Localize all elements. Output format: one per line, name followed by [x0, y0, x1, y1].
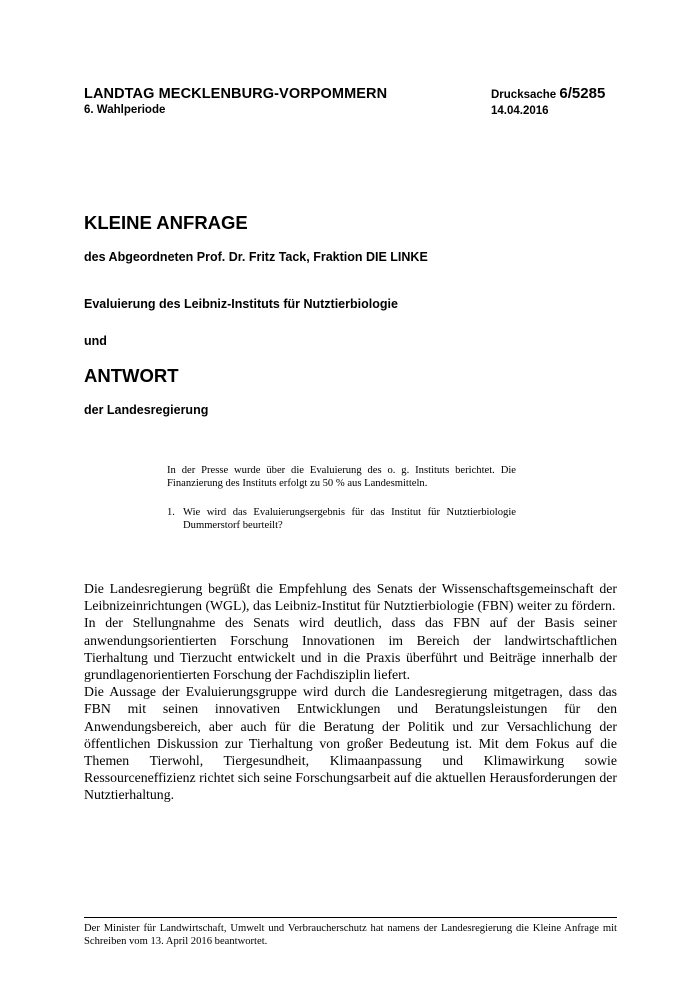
header-right: [491, 86, 605, 118]
footer-note: Der Minister für Landwirtschaft, Umwelt und Verbraucherschutz hat namens der Landesregierung die Kleine Anfrage mit Schreiben vom 13. April 2016 beantwortet.: [84, 923, 617, 948]
header-left: [84, 86, 387, 117]
parliament-name: LANDTAG MECKLENBURG-VORPOMMERN: [84, 86, 388, 102]
document-date: 14.04.2016: [491, 105, 549, 117]
author-line: des Abgeordneten Prof. Dr. Fritz Tack, Fraktion DIE LINKE: [84, 250, 428, 264]
document-number: 6/5285: [559, 85, 606, 102]
respondent-line: der Landesregierung: [84, 403, 209, 417]
electoral-period: 6. Wahlperiode: [84, 104, 166, 116]
answer-paragraph: In der Stellungnahme des Senats wird deutlich, dass das FBN auf der Basis seiner anwendungsorientierten Forschung Innovationen im Bereich der landwirtschaftlichen Tierhaltung und Tierzucht entwickelt und in die Praxis überführt und Beiträge innerhalb der grundlagenorientierten Forschung der Fachdisziplin liefert.: [84, 615, 617, 683]
connector-und: und: [84, 334, 107, 348]
kleine-anfrage-heading: KLEINE ANFRAGE: [84, 212, 248, 233]
document-label: Drucksache: [491, 89, 557, 101]
answer-paragraph: Die Landesregierung begrüßt die Empfehlung des Senats der Wissenschaftsgemeinschaft der Leibnizeinrichtungen (WGL), das Leibniz-Institut für Nutztierbiologie (FBN) weiter zu fördern.: [84, 581, 617, 614]
answer-body: [84, 580, 617, 804]
document-reference: [491, 86, 605, 103]
subject-line: Evaluierung des Leibniz-Instituts für Nutztierbiologie: [84, 297, 398, 311]
question-text: Wie wird das Evaluierungsergebnis für das Institut für Nutztierbiologie Dummerstorf beurteilt?: [183, 507, 516, 532]
answer-paragraph: Die Aussage der Evaluierungsgruppe wird durch die Landesregierung mitgetragen, dass das FBN mit seinen innovativen Entwicklungen und Beratungsleistungen für den Anwendungsbereich, aber auch für die Beratung der Politik und zur Versachlichung der öffentlichen Diskussion zur Tierhaltung von großer Bedeutung ist. Mit dem Fokus auf die Themen Tierwohl, Tiergesundheit, Klimaanpassung und Klimawirkung sowie Ressourceneffizienz richtet sich seine Forschungsarbeit auf die aktuellen Herausforderungen der Nutztierhaltung.: [84, 684, 617, 803]
question-number: 1.: [167, 507, 175, 518]
antwort-heading: ANTWORT: [84, 365, 179, 386]
footer-divider: [84, 917, 617, 918]
question-1: [167, 506, 516, 533]
question-intro: In der Presse wurde über die Evaluierung des o. g. Instituts berichtet. Die Finanzierung des Instituts erfolgt zu 50 % aus Landesmitteln.: [167, 465, 516, 490]
